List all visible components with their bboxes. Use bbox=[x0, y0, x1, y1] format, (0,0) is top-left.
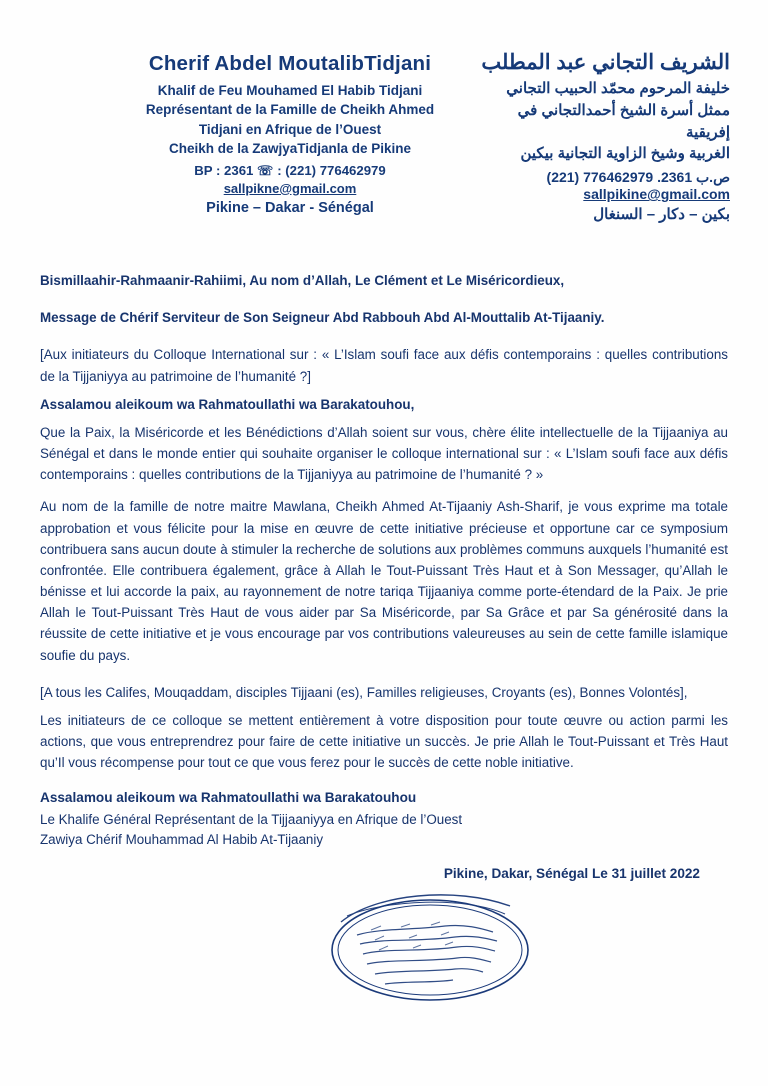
paragraph-3: [A tous les Califes, Mouqaddam, disciples Tijjaani (es), Familles religieuses, Croyants (es), Bonnes Volontés], bbox=[40, 684, 688, 700]
signoff-title: Le Khalife Général Représentant de la Tijjaaniyya en Afrique de l’Ouest bbox=[40, 811, 463, 827]
letterhead-title-4: Cheikh de la ZawjyaTidjanla de Pikine bbox=[168, 141, 412, 157]
paragraph-addressees: [Aux initiateurs du Colloque International sur : « L’Islam soufi face aux défis contemporains : quelles contributions de la Tijjaniyya au patrimoine de l’humanité ?] bbox=[40, 347, 728, 384]
letterhead-city-fr: Pikine – Dakar - Sénégal bbox=[206, 199, 374, 216]
paragraph-2: Au nom de la famille de notre maitre Mawlana, Cheikh Ahmed At-Tijaaniy Ash-Sharif, je vous exprime ma totale approbation et vous félicite pour la mise en œuvre de cette initiative précieuse et opportune car ce symposium contribuera sans aucun doute à stimuler la recherche de solutions aux problèmes communs auxquels l’humanité est confrontée. Elle contribuera également, grâce à Allah le Tout-Puissant Très Haut et à Son Messager, qu’Allah le bénisse et lui accorde la paix, au rayonnement de notre tariqa Tijjaaniya comme porte-étendard de la Paix. Je prie Allah le Tout-Puissant Très Haut de vous aider par Sa Miséricorde, par Sa Grâce et par Sa générosité dans la réussite de cette initiative et je vous encourage par vos contributions valeureuses au sein de cette famille islamique soufie du pays. bbox=[40, 499, 728, 663]
paragraph-4: Les initiateurs de ce colloque se mettent entièrement à votre disposition pour toute œuvre ou action parmi les actions, que vous entreprendrez pour faire de cette initiative un succès. Je prie Allah le Tout-Puissant et Très Haut qu’Il vous récompense pour tout ce que vous ferez pour le succès de cette noble initiative. bbox=[40, 712, 728, 771]
letterhead-city-ar: بكين – دكار – السنغال bbox=[593, 206, 730, 224]
letterhead-french-block bbox=[110, 52, 470, 216]
letterhead-phone-fr: BP : 2361 ☏ : (221) 776462979 bbox=[194, 162, 386, 178]
place-and-date: Pikine, Dakar, Sénégal Le 31 juillet 2022 bbox=[443, 866, 700, 882]
stamp-seal bbox=[305, 880, 555, 1015]
letterhead bbox=[0, 0, 768, 248]
letterhead-phone-ar: (221) 776462979 .2361 ص.ب bbox=[546, 169, 730, 186]
paragraph-basmala: Bismillaahir-Rahmaanir-Rahiimi, Au nom d’Allah, Le Clément et Le Miséricordieux, bbox=[40, 273, 565, 288]
letter-body bbox=[0, 248, 768, 885]
letterhead-arabic-block bbox=[470, 50, 730, 223]
letterhead-title-ar-1: خليفة المرحوم محمّد الحبيب التجاني bbox=[506, 80, 730, 98]
paragraph-message-from: Message de Chérif Serviteur de Son Seigneur Abd Rabbouh Abd Al-Mouttalib At-Tijaaniy. bbox=[40, 310, 605, 326]
letterhead-title-2: Représentant de la Famille de Cheikh Ahmed bbox=[145, 102, 435, 118]
paragraph-1: Que la Paix, la Miséricorde et les Bénédictions d’Allah soient sur vous, chère élite intellectuelle de la Tijjaaniya au Sénégal et dans le monde entier qui souhaite organiser le colloque international sur : « L’Islam soufi face aux défis contemporains : quelles contributions de la Tijjaniyya au patrimoine de l’humanité ? » bbox=[40, 424, 728, 483]
letterhead-title-1: Khalif de Feu Mouhamed El Habib Tidjani bbox=[157, 82, 423, 98]
letterhead-title-ar-2: ممثل أسرة الشيخ أحمدالتجاني في إفريقية bbox=[517, 101, 730, 141]
letterhead-name-fr: Cherif Abdel MoutalibTidjani bbox=[148, 52, 432, 75]
letterhead-name-ar: الشريف التجاني عبد المطلب bbox=[481, 51, 730, 74]
signoff-salutation: Assalamou aleikoum wa Rahmatoullathi wa Barakatouhou bbox=[40, 790, 417, 806]
letterhead-email-ar[interactable]: sallpikine@gmail.com bbox=[583, 186, 730, 203]
paragraph-salutation: Assalamou aleikoum wa Rahmatoullathi wa Barakatouhou, bbox=[40, 396, 415, 412]
signoff-block bbox=[40, 787, 728, 850]
letterhead-email-fr[interactable]: sallpikne@gmail.com bbox=[223, 180, 357, 196]
letterhead-title-3: Tidjani en Afrique de l’Ouest bbox=[198, 121, 382, 137]
signoff-zawiya: Zawiya Chérif Mouhammad Al Habib At-Tijaaniy bbox=[40, 832, 324, 848]
letterhead-title-ar-3: الغربية وشيخ الزاوية التجانية بيكين bbox=[520, 145, 730, 163]
